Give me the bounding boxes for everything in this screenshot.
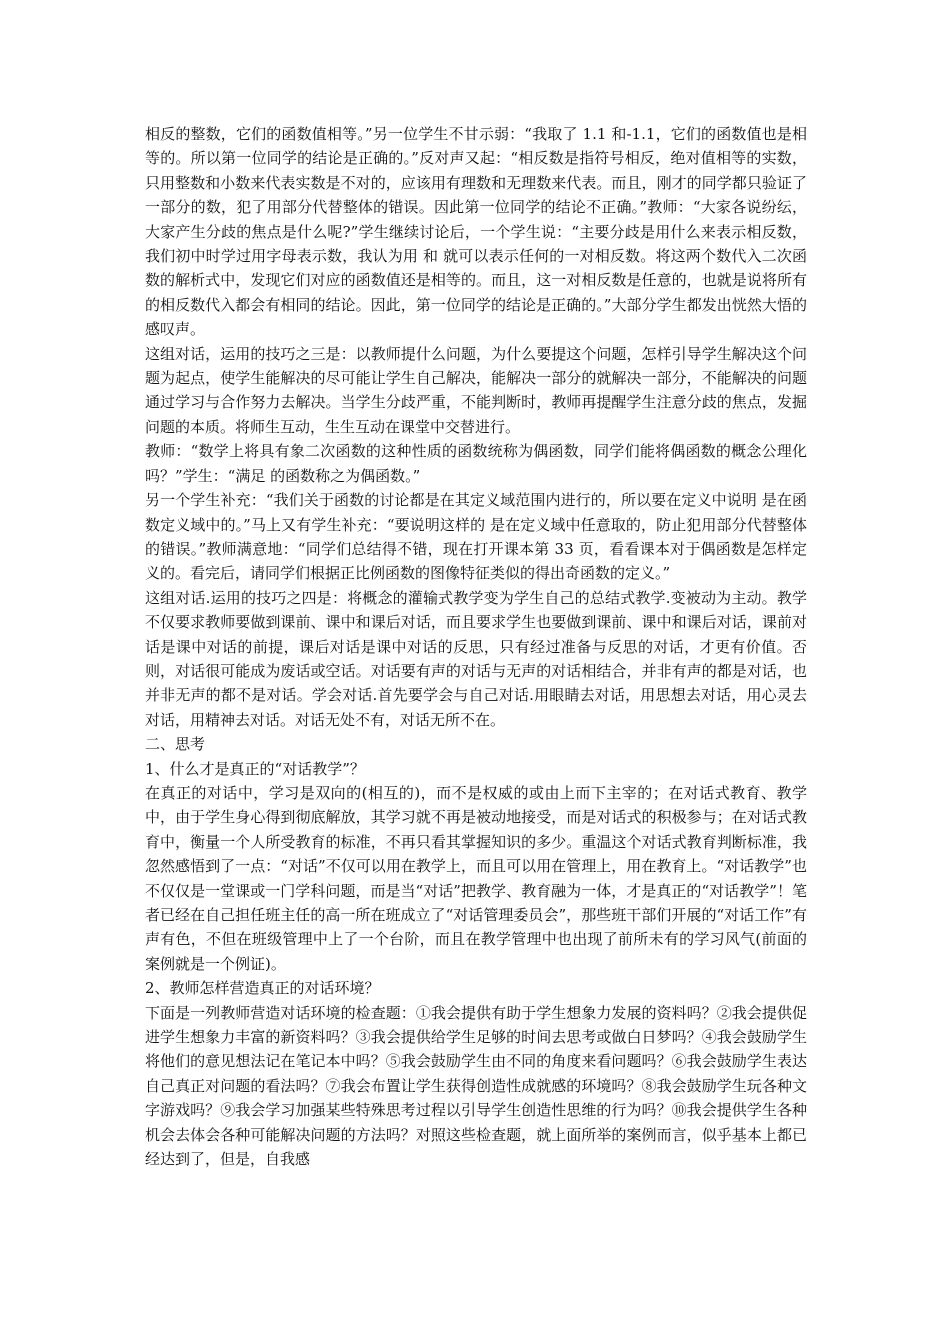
paragraph-true-dialogue: 在真正的对话中，学习是双向的(相互的)，而不是权威的或由上而下主宰的；在对话式教育、教学中，由于学生身心得到彻底解放，其学习就不再是被动地接受，而是对话式的积极参与；在对话式教育中，衡量一个人所受教育的标准，不再只看其掌握知识的多少。重温这个对话式教育判断标准，我忽然感悟到了一点：“对话”不仅可以用在教学上，而且可以用在管理上，用在教育上。“对话教学”也不仅仅是一堂课或一门学科问题，而是当“对话”把教学、教育融为一体，才是真正的“对话教学”！笔者已经在自己担任班主任的高一所在班成立了“对话管理委员会”，那些班干部们开展的“对话工作”有声有色，不但在班级管理中上了一个台阶，而且在教学管理中也出现了前所未有的学习风气(前面的案例就是一个例证)。 xyxy=(145,783,807,973)
paragraph-dialogue-continued: 相反的整数，它们的函数值相等。”另一位学生不甘示弱：“我取了 1.1 和-1.1，它们的函数值也是相等的。所以第一位同学的结论是正确的。”反对声又起：“相反数是指符号相反，绝对值相等的实数，只用整数和小数来代表实数是不对的，应该用有理数和无理数来代表。而且，刚才的同学都只验证了一部分的数，犯了用部分代替整体的错误。因此第一位同学的结论不正确。”教师：“大家各说纷纭，大家产生分歧的焦点是什么呢?”学生继续讨论后，一个学生说：“主要分歧是用什么来表示相反数，我们初中时学过用字母表示数，我认为用 和 就可以表示任何的一对相反数。将这两个数代入二次函数的解析式中，发现它们对应的函数值还是相等的。而且，这一对相反数是任意的，也就是说将所有的相反数代入都会有相同的结论。因此，第一位同学的结论是正确的。”大部分学生都发出恍然大悟的感叹声。 xyxy=(145,125,807,339)
question-heading-2: 2、教师怎样营造真正的对话环境？ xyxy=(145,979,380,998)
section-heading-reflection: 二、思考 xyxy=(145,735,206,754)
question-heading-1: 1、什么才是真正的“对话教学”？ xyxy=(145,759,365,778)
document-body xyxy=(145,122,807,1171)
paragraph-technique-three: 这组对话，运用的技巧之三是：以教师提什么问题，为什么要提这个问题，怎样引导学生解决这个问题为起点，使学生能解决的尽可能让学生自己解决，能解决一部分的就解决一部分，不能解决的问题通过学习与合作努力去解决。当学生分歧严重，不能判断时，教师再提醒学生注意分歧的焦点，发掘问题的本质。将师生互动，生生互动在课堂中交替进行。 xyxy=(145,344,807,436)
paragraph-technique-four: 这组对话.运用的技巧之四是：将概念的灌输式教学变为学生自己的总结式教学.变被动为主动。教学不仅要求教师要做到课前、课中和课后对话，而且要求学生也要做到课前、课中和课后对话，课前对话是课中对话的前提，课后对话是课中对话的反思，只有经过准备与反思的对话，才更有价值。否则，对话很可能成为废话或空话。对话要有声的对话与无声的对话相结合，并非有声的都是对话，也并非无声的都不是对话。学会对话.首先要学会与自己对话.用眼睛去对话，用思想去对话，用心灵去对话，用精神去对话。对话无处不有，对话无所不在。 xyxy=(145,588,807,729)
paragraph-student-supplement: 另一个学生补充：“我们关于函数的讨论都是在其定义域范围内进行的，所以要在定义中说明 是在函数定义域中的。”马上又有学生补充：“要说明这样的 是在定义域中任意取的，防止犯用部分代替整体的错误。”教师满意地：“同学们总结得不错，现在打开课本第 33 页，看看课本对于偶函数是怎样定义的。看完后，请同学们根据正比例函数的图像特征类似的得出奇函数的定义。” xyxy=(145,491,807,583)
paragraph-teacher-even-function: 教师：“数学上将具有象二次函数的这种性质的函数统称为偶函数，同学们能将偶函数的概念公理化吗？”学生：“满足 的函数称之为偶函数。” xyxy=(145,442,807,485)
paragraph-checklist: 下面是一列教师营造对话环境的检查题：①我会提供有助于学生想象力发展的资料吗？②我会提供促进学生想象力丰富的新资料吗？③我会提供给学生足够的时间去思考或做白日梦吗？④我会鼓励学生将他们的意见想法记在笔记本中吗？⑤我会鼓励学生由不同的角度来看问题吗？⑥我会鼓励学生表达自己真正对问题的看法吗？⑦我会布置让学生获得创造性成就感的环境吗？⑧我会鼓励学生玩各种文字游戏吗？⑨我会学习加强某些特殊思考过程以引导学生创造性思维的行为吗？⑩我会提供学生各种机会去体会各种可能解决问题的方法吗？对照这些检查题，就上面所举的案例而言，似乎基本上都已经达到了，但是，自我感 xyxy=(145,1003,807,1169)
